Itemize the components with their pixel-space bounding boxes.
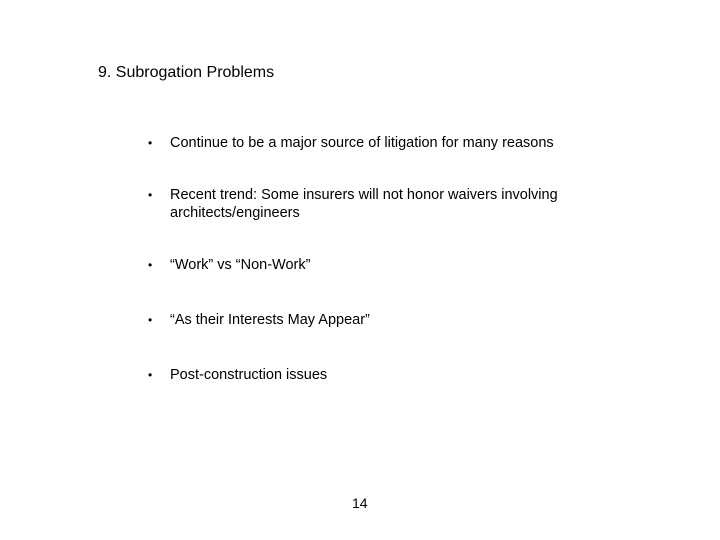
- bullet-item: [148, 186, 610, 222]
- bullet-icon: •: [148, 136, 153, 150]
- bullet-text: Continue to be a major source of litigation for many reasons: [170, 135, 554, 151]
- bullet-text: Post-construction issues: [170, 367, 328, 383]
- bullet-icon: •: [148, 313, 153, 327]
- bullet-icon: •: [148, 188, 153, 202]
- bullet-text: “Work” vs “Non-Work”: [170, 257, 311, 273]
- bullet-text: Recent trend: Some insurers will not honor waivers involving architects/engineers: [170, 187, 558, 221]
- bullet-text: “As their Interests May Appear”: [170, 312, 370, 328]
- bullet-item: [148, 311, 610, 329]
- bullet-item: [148, 134, 610, 152]
- page-number: 14: [352, 495, 368, 511]
- slide-title: 9. Subrogation Problems: [98, 64, 275, 81]
- bullet-item: [148, 256, 610, 274]
- bullet-icon: •: [148, 368, 153, 382]
- bullet-item: [148, 366, 610, 384]
- bullet-icon: •: [148, 258, 153, 272]
